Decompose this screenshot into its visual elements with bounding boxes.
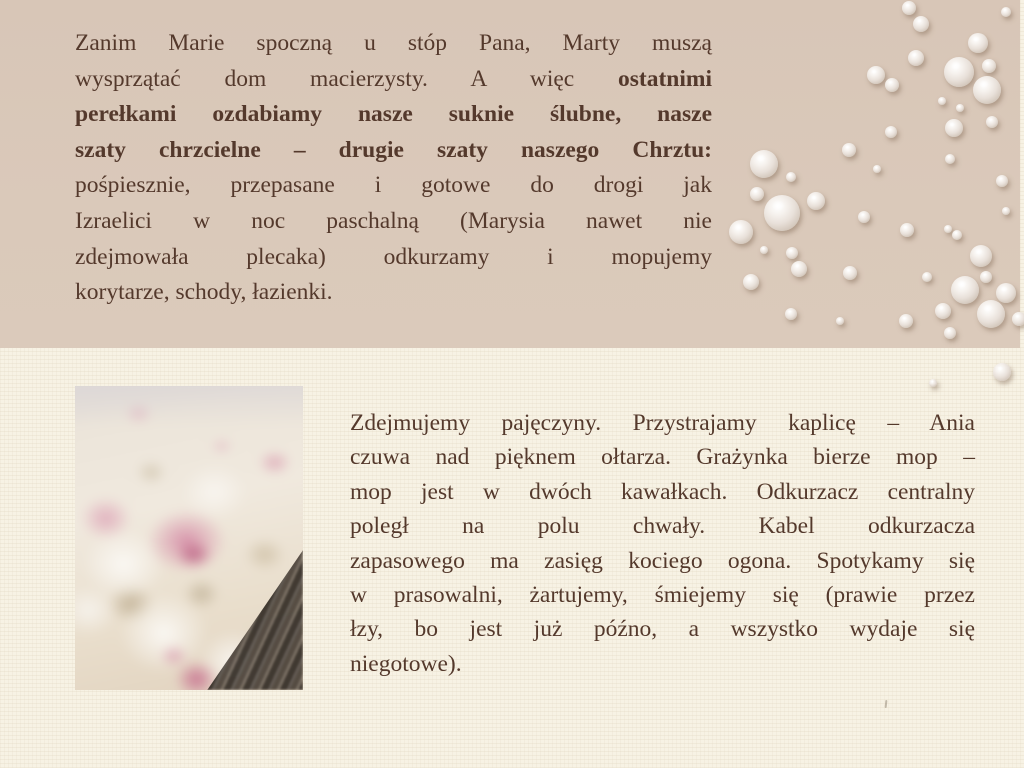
text-line <box>75 204 712 240</box>
text-line <box>75 62 712 98</box>
pearl-icon <box>993 363 1011 381</box>
text-line <box>350 509 975 543</box>
bold-text: perełkami ozdabiamy nasze suknie ślubne, nasze <box>75 101 712 128</box>
text: czuwa nad pięknem ołtarza. Grażynka bierze mop – <box>350 444 975 471</box>
text-line <box>350 647 975 681</box>
text-line <box>75 97 712 133</box>
stray-mark <box>885 700 888 708</box>
text: pośpiesznie, przepasane i gotowe do drogi jak <box>75 172 712 199</box>
text-line <box>75 240 712 276</box>
text-line <box>350 612 975 646</box>
text-line <box>350 440 975 474</box>
text: wysprzątać dom macierzysty. A więc <box>75 65 618 92</box>
text-line <box>75 275 712 311</box>
body-paragraph <box>350 406 975 681</box>
text-line <box>350 578 975 612</box>
floral-fabric-photo <box>75 386 303 690</box>
text: zapasowego ma zasięg kociego ogona. Spotykamy się <box>350 547 975 574</box>
text-line <box>350 406 975 440</box>
text-line <box>75 168 712 204</box>
text: korytarze, schody, łazienki. <box>75 279 333 306</box>
bold-text: szaty chrzcielne – drugie szaty naszego Chrztu: <box>75 136 712 163</box>
text: mop jest w dwóch kawałkach. Odkurzacz centralny <box>350 478 975 505</box>
text: poległ na polu chwały. Kabel odkurzacza <box>350 513 975 540</box>
text-line <box>350 475 975 509</box>
text: Zdejmujemy pajęczyny. Przystrajamy kaplicę – Ania <box>350 410 975 436</box>
text-line <box>75 133 712 169</box>
text: w prasowalni, żartujemy, śmiejemy się (prawie przez <box>350 582 975 609</box>
text-line <box>350 544 975 578</box>
text: Zanim Marie spoczną u stóp Pana, Marty muszą <box>75 30 712 56</box>
bold-text: ostatnimi <box>618 65 712 92</box>
text: łzy, bo jest już późno, a wszystko wydaje się <box>350 616 975 643</box>
intro-paragraph <box>75 26 712 311</box>
pearl-icon <box>929 379 937 387</box>
text: zdejmowała plecaka) odkurzamy i mopujemy <box>75 243 712 270</box>
text: Izraelici w noc paschalną (Marysia nawet nie <box>75 207 712 234</box>
text: niegotowe). <box>350 650 462 677</box>
text-line <box>75 26 712 62</box>
